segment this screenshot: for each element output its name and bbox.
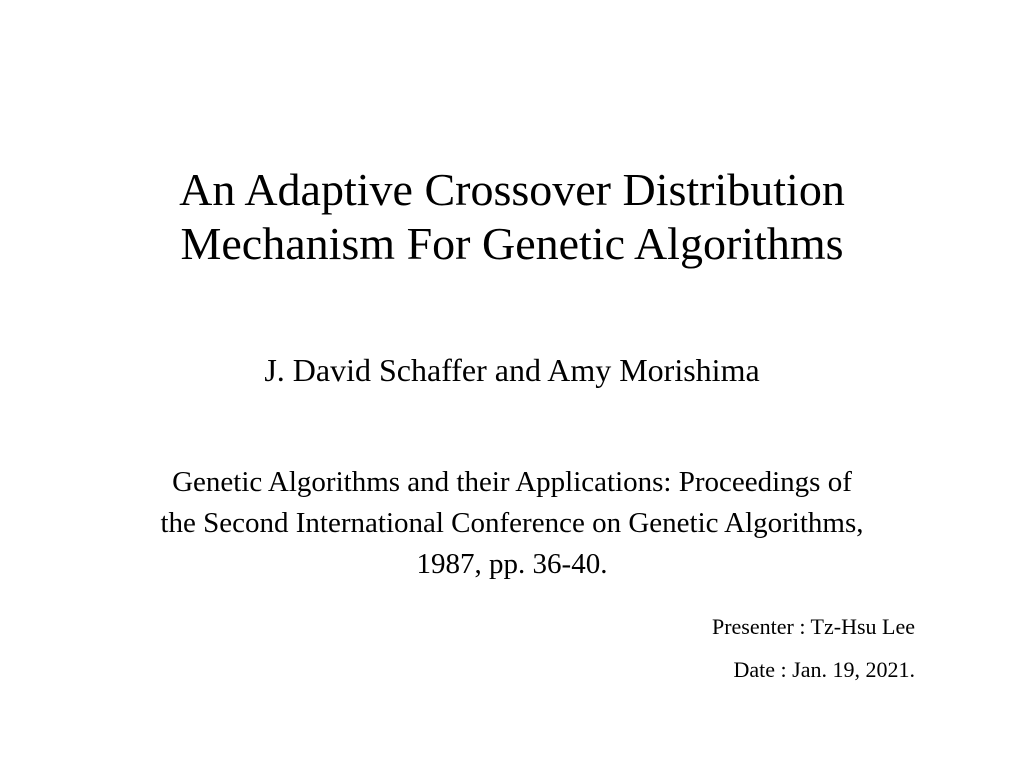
presenter: Presenter : Tz-Hsu Lee — [711, 614, 915, 639]
presentation-date: Date : Jan. 19, 2021. — [733, 657, 915, 682]
venue-line: Genetic Algorithms and their Applications: Proceedings of — [172, 466, 852, 498]
title-line: Mechanism For Genetic Algorithms — [180, 218, 844, 269]
title-line: An Adaptive Crossover Distribution — [179, 164, 845, 215]
slide-title — [0, 163, 1024, 271]
publication-venue — [0, 462, 1024, 585]
venue-line: the Second International Conference on Genetic Algorithms, — [160, 507, 864, 539]
venue-line: 1987, pp. 36-40. — [416, 548, 608, 580]
authors: J. David Schaffer and Amy Morishima — [264, 352, 760, 388]
